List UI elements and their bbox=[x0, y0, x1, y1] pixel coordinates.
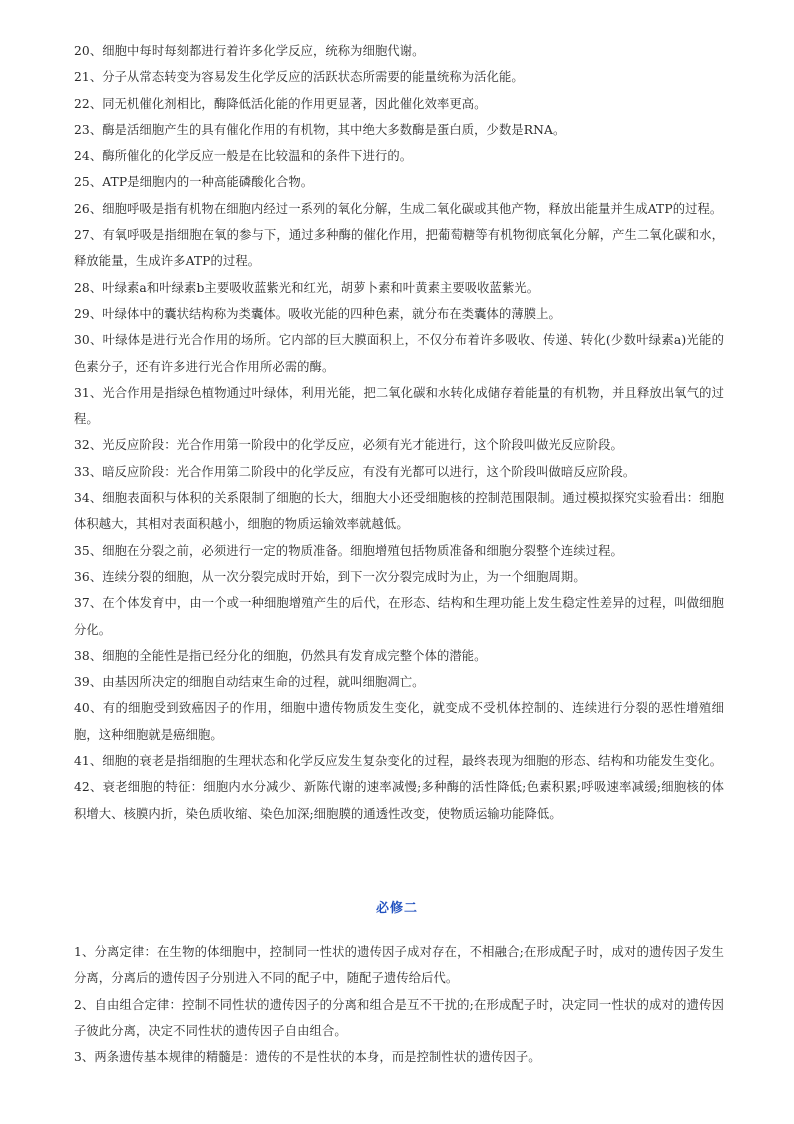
list-item: 36、连续分裂的细胞，从一次分裂完成时开始，到下一次分裂完成时为止，为一个细胞周期。 bbox=[74, 569, 586, 584]
list-item: 3、两条遗传基本规律的精髓是：遗传的不是性状的本身，而是控制性状的遗传因子。 bbox=[74, 1050, 541, 1065]
section-title: 必修二 bbox=[375, 901, 418, 916]
list-item: 29、叶绿体中的囊状结构称为类囊体。吸收光能的四种色素，就分布在类囊体的薄膜上。 bbox=[74, 306, 561, 321]
list-item: 25、ATP是细胞内的一种高能磷酸化合物。 bbox=[74, 175, 314, 190]
list-item: 32、光反应阶段：光合作用第一阶段中的化学反应，必须有光才能进行，这个阶段叫做光反应阶段。 bbox=[74, 438, 623, 453]
list-item: 26、细胞呼吸是指有机物在细胞内经过一系列的氧化分解，生成二氧化碳或其他产物，释放出能量并生成ATP的过程。 bbox=[74, 201, 723, 216]
list-item: 30、叶绿体是进行光合作用的场所。它内部的巨大膜面积上，不仅分布着许多吸收、传递、转化(少数叶绿素a)光能的色素分子，还有许多进行光合作用所必需的酶。 bbox=[74, 333, 724, 374]
definition-list-part1 bbox=[74, 38, 724, 827]
list-item: 1、分离定律：在生物的体细胞中，控制同一性状的遗传因子成对存在，不相融合;在形成配子时，成对的遗传因子发生分离，分离后的遗传因子分别进入不同的配子中，随配子遗传给后代。 bbox=[74, 945, 724, 986]
list-item: 22、同无机催化剂相比，酶降低活化能的作用更显著，因此催化效率更高。 bbox=[74, 96, 487, 111]
list-item: 39、由基因所决定的细胞自动结束生命的过程，就叫细胞凋亡。 bbox=[74, 675, 425, 690]
list-item: 38、细胞的全能性是指已经分化的细胞，仍然具有发育成完整个体的潜能。 bbox=[74, 648, 487, 663]
list-item: 42、衰老细胞的特征：细胞内水分减少、新陈代谢的速率减慢;多种酶的活性降低;色素积累;呼吸速率减缓;细胞核的体积增大、核膜内折，染色质收缩、染色加深;细胞膜的通透性改变，使物质运输功能降低。 bbox=[74, 780, 724, 821]
list-item: 33、暗反应阶段：光合作用第二阶段中的化学反应，有没有光都可以进行，这个阶段叫做暗反应阶段。 bbox=[74, 464, 636, 479]
list-item: 40、有的细胞受到致癌因子的作用，细胞中遗传物质发生变化，就变成不受机体控制的、连续进行分裂的恶性增殖细胞，这种细胞就是癌细胞。 bbox=[74, 701, 724, 742]
list-item: 28、叶绿素a和叶绿素b主要吸收蓝紫光和红光，胡萝卜素和叶黄素主要吸收蓝紫光。 bbox=[74, 280, 540, 295]
list-item: 41、细胞的衰老是指细胞的生理状态和化学反应发生复杂变化的过程，最终表现为细胞的形态、结构和功能发生变化。 bbox=[74, 754, 723, 769]
definition-list-part2 bbox=[74, 939, 724, 1070]
list-item: 27、有氧呼吸是指细胞在氧的参与下，通过多种酶的催化作用，把葡萄糖等有机物彻底氧化分解，产生二氧化碳和水，释放能量，生成许多ATP的过程。 bbox=[74, 228, 724, 269]
list-item: 31、光合作用是指绿色植物通过叶绿体，利用光能，把二氧化碳和水转化成储存着能量的有机物，并且释放出氧气的过程。 bbox=[74, 385, 724, 427]
list-item: 20、细胞中每时每刻都进行着许多化学反应，统称为细胞代谢。 bbox=[74, 44, 425, 58]
list-item: 37、在个体发育中，由一个或一种细胞增殖产生的后代，在形态、结构和生理功能上发生稳定性差异的过程，叫做细胞分化。 bbox=[74, 596, 724, 637]
list-item: 24、酶所催化的化学反应一般是在比较温和的条件下进行的。 bbox=[74, 149, 413, 164]
list-item: 21、分子从常态转变为容易发生化学反应的活跃状态所需要的能量统称为活化能。 bbox=[74, 70, 524, 85]
list-item: 34、细胞表面积与体积的关系限制了细胞的长大，细胞大小还受细胞核的控制范围限制。通过模拟探究实验看出：细胞体积越大，其相对表面积越小，细胞的物质运输效率就越低。 bbox=[74, 491, 724, 532]
list-item: 2、自由组合定律：控制不同性状的遗传因子的分离和组合是互不干扰的;在形成配子时，决定同一性状的成对的遗传因子彼此分离，决定不同性状的遗传因子自由组合。 bbox=[74, 997, 724, 1038]
list-item: 35、细胞在分裂之前，必须进行一定的物质准备。细胞增殖包括物质准备和细胞分裂整个连续过程。 bbox=[74, 543, 623, 558]
list-item: 23、酶是活细胞产生的具有催化作用的有机物，其中绝大多数酶是蛋白质，少数是RNA。 bbox=[74, 122, 566, 137]
